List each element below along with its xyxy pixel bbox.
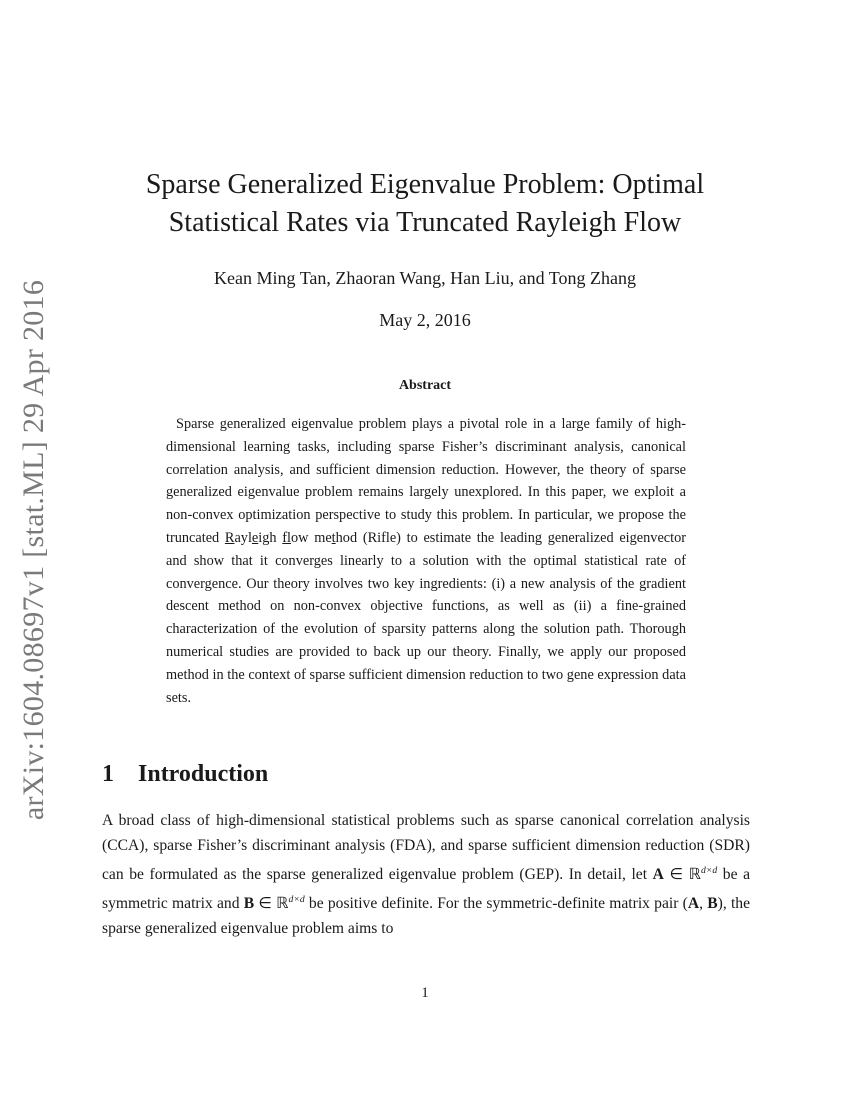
- paper-title: [100, 166, 750, 242]
- abstract-text-before: Sparse generalized eigenvalue problem plays a pivotal role in a large family of high-dimensional learning tasks, including sparse Fisher’s discriminant analysis, canonical correlation analysis, and sufficient dimension reduction. However, the theory of sparse generalized eigenvalue problem remains largely unexplored. In this paper, we exploit a non-convex optimization perspective to study this problem. In particular, we propose the truncated: [166, 416, 686, 546]
- section-title: Introduction: [138, 761, 269, 787]
- matrix-a: A: [652, 866, 664, 884]
- section-heading-introduction: [102, 761, 268, 788]
- title-line-1: Sparse Generalized Eigenvalue Problem: Optimal: [145, 169, 705, 200]
- abstract-heading: Abstract: [398, 378, 452, 393]
- abstract-text-after: (Rifle) to estimate the leading generalized eigenvector and show that it converges linearly to a solution with the optimal statistical rate of convergence. Our theory involves two key ingredients: (i) a new analysis of the gradient descent method on non-convex objective functions, as well as (ii) a fine-grained characterization of the evolution of sparsity patterns along the solution path. Thorough numerical studies are provided to back up our theory. Finally, we apply our proposed method in the context of sparse sufficient dimension reduction to two gene expression data sets.: [166, 529, 687, 706]
- intro-paragraph: A broad class of high-dimensional statistical problems such as sparse canonical correlation analysis (CCA), sparse Fisher’s discriminant analysis (FDA), and sparse sufficient dimension reduction (SDR) can be formulated as the sparse generalized eigenvalue problem (GEP). In detail, let A ∈ ℝ$^{d\times d}$ be a symmetric matrix and B ∈ ℝ$^{d\times d}$ be positive definite. For the symmetric-definite matrix pair (A, B), the sparse generalized eigenvalue problem aims to: [102, 812, 750, 938]
- arxiv-identifier: arXiv:1604.08697v1 [stat.ML] 29 Apr 2016: [17, 279, 50, 821]
- publication-date: May 2, 2016: [379, 310, 471, 330]
- abstract-body: [166, 413, 686, 709]
- method-name: Rayleigh flow method: [224, 529, 358, 546]
- page-number: 1: [421, 985, 429, 1001]
- matrix-b: B: [243, 895, 255, 913]
- section-number: 1: [102, 761, 114, 787]
- title-line-2: Statistical Rates via Truncated Rayleigh Flow: [168, 207, 682, 238]
- arxiv-stamp: [16, 279, 52, 821]
- author-list: Kean Ming Tan, Zhaoran Wang, Han Liu, and Tong Zhang: [214, 268, 636, 288]
